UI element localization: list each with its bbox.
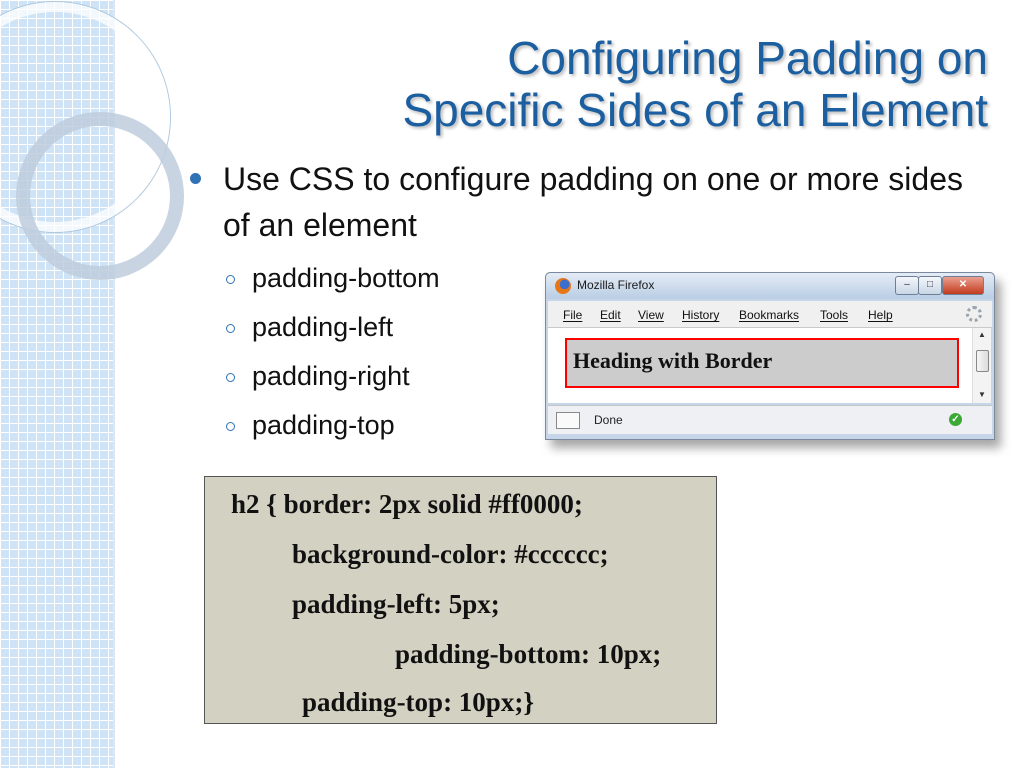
menu-bar: [548, 301, 992, 328]
slide-title: [228, 32, 988, 136]
decorative-ring-icon: [16, 112, 184, 280]
status-text: Done: [594, 413, 623, 427]
sub-bullet-ring-icon: [226, 422, 235, 431]
minimize-icon[interactable]: –: [895, 276, 919, 295]
menu-help[interactable]: Help: [868, 308, 893, 322]
menu-history[interactable]: History: [682, 308, 720, 322]
window-titlebar: [546, 273, 994, 299]
maximize-icon[interactable]: □: [918, 276, 942, 295]
slide-title-line-2: Specific Sides of an Element: [402, 84, 988, 136]
scroll-thumb[interactable]: [976, 350, 989, 372]
page-content-area: [548, 328, 972, 403]
status-bar: [548, 405, 992, 434]
menu-edit[interactable]: Edit: [600, 308, 621, 322]
sub-bullet-text: padding-right: [252, 361, 410, 391]
sub-bullet-ring-icon: [226, 324, 235, 333]
code-line: padding-top: 10px;}: [302, 687, 534, 717]
firefox-window-screenshot: [545, 272, 995, 440]
menu-bookmarks[interactable]: Bookmarks: [739, 308, 800, 322]
menu-file[interactable]: File: [563, 308, 583, 322]
code-line: padding-bottom: 10px;: [395, 639, 662, 669]
sub-bullet-ring-icon: [226, 275, 235, 284]
code-line: padding-left: 5px;: [292, 589, 500, 619]
demo-heading-with-border: Heading with Border: [565, 338, 959, 388]
bullet-text: Use CSS to configure padding on one or more sides of an element: [223, 161, 963, 243]
menu-tools[interactable]: Tools: [820, 308, 849, 322]
throbber-icon: [966, 306, 982, 322]
bullet-dot-icon: [190, 173, 201, 184]
window-title: Mozilla Firefox: [577, 278, 655, 292]
sub-bullet-ring-icon: [226, 373, 235, 382]
menu-view[interactable]: View: [638, 308, 664, 322]
close-icon[interactable]: ✕: [942, 276, 984, 295]
firefox-logo-icon: [555, 278, 571, 294]
sub-bullet-text: padding-left: [252, 312, 394, 342]
checkmark-icon: ✓: [949, 413, 962, 426]
sub-bullet-text: padding-top: [252, 410, 395, 440]
vertical-scrollbar[interactable]: [972, 328, 991, 403]
scroll-down-icon[interactable]: ▼: [978, 390, 986, 399]
status-icon: [556, 412, 580, 429]
slide-title-line-1: Configuring Padding on: [507, 32, 988, 84]
scroll-up-icon[interactable]: ▲: [978, 330, 986, 339]
code-line: background-color: #cccccc;: [292, 539, 609, 569]
css-code-box: [204, 476, 717, 724]
sub-bullet-text: padding-bottom: [252, 263, 440, 293]
bullet-item: [190, 156, 970, 248]
code-line: h2 { border: 2px solid #ff0000;: [231, 489, 583, 519]
